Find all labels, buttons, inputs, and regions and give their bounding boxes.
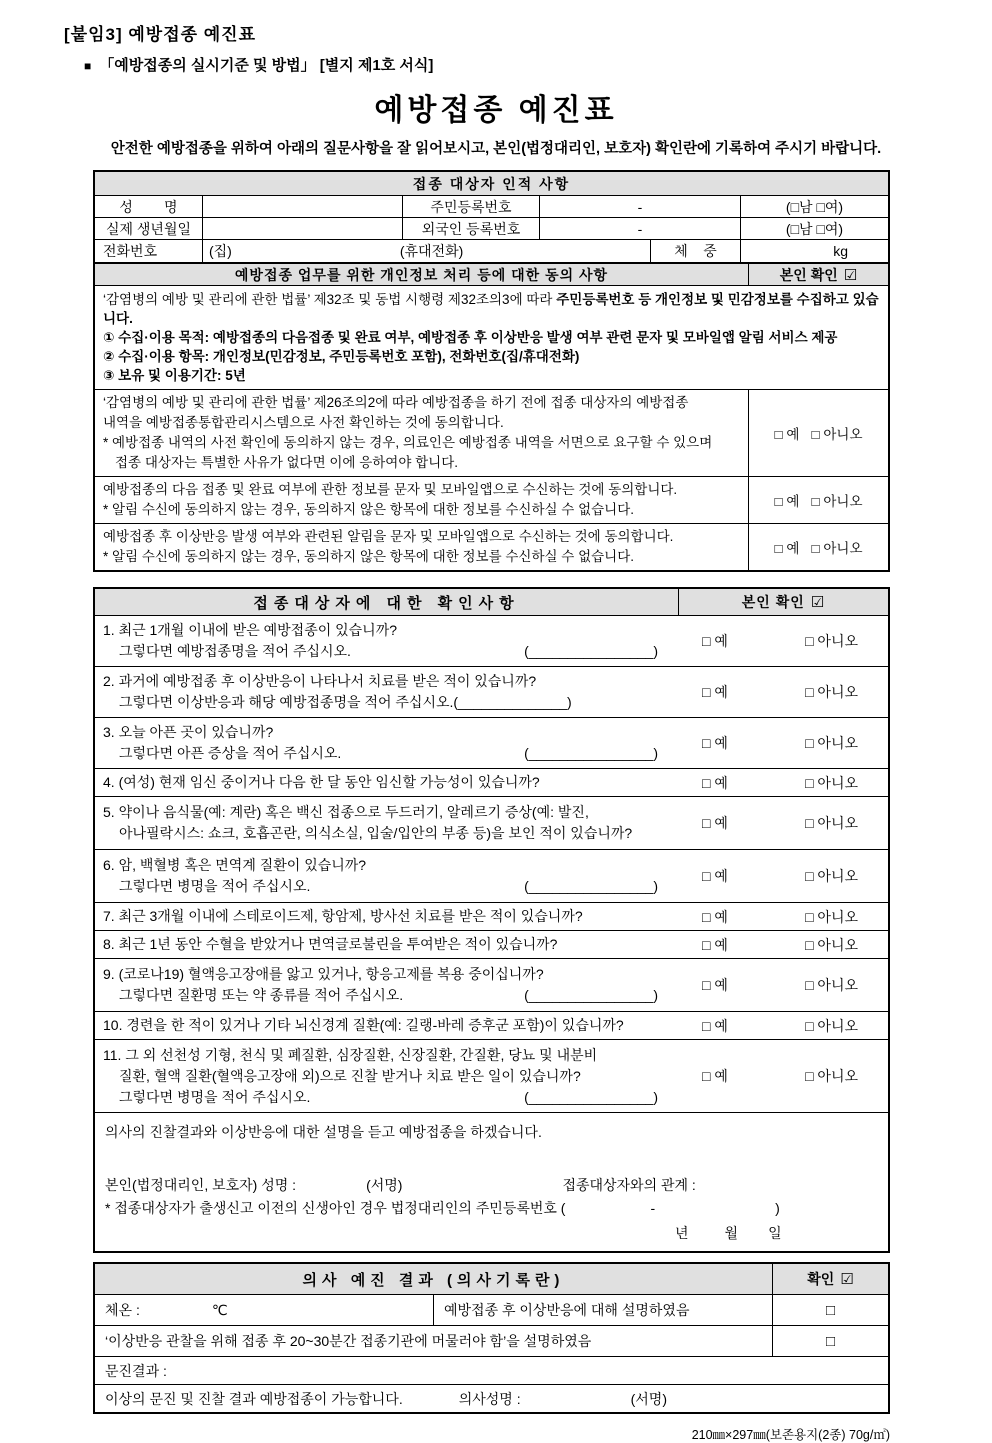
relation-label: 접종대상자와의 관계 : bbox=[562, 1177, 696, 1193]
consent-intro: ‘감염병의 예방 및 관리에 관한 법률’ 제32조 및 동법 시행령 제32조의3에 따라 주민등록번호 등 개인정보 및 민감정보를 수집하고 있습니다. bbox=[103, 292, 879, 326]
question-text: 10. 경련을 한 적이 있거나 기타 뇌신경계 질환(예: 길랭-바레 증후군 포함)이 있습니까? bbox=[103, 1017, 624, 1033]
yes-checkbox[interactable]: □ 예 bbox=[774, 494, 800, 509]
consent-yes-no bbox=[748, 477, 888, 523]
exam-result-cell[interactable] bbox=[95, 1357, 888, 1384]
questions-header: 접종대상자에 대한 확인사항 bbox=[95, 589, 678, 615]
consent-yes-no bbox=[748, 390, 888, 476]
yes-checkbox[interactable]: □ 예 bbox=[702, 868, 728, 884]
signature-sign-label[interactable]: (서명) bbox=[366, 1177, 403, 1193]
consent-confirm-header: 본인 확인 ☑ bbox=[748, 264, 888, 285]
question-yes-no bbox=[678, 797, 888, 849]
question-text: 4. (여성) 현재 임신 중이거나 다음 한 달 동안 임신할 가능성이 있습니까? bbox=[103, 774, 540, 790]
question-yes-no bbox=[678, 718, 888, 768]
question-yes-no bbox=[678, 1040, 888, 1112]
question-yes-no bbox=[678, 667, 888, 717]
newborn-paren-close: ) bbox=[775, 1200, 780, 1216]
foreign-id-label: 외국인 등록번호 bbox=[402, 218, 539, 239]
yes-checkbox[interactable]: □ 예 bbox=[702, 735, 728, 751]
date-month-label: 월 bbox=[724, 1225, 739, 1241]
signature-block bbox=[95, 1113, 888, 1251]
doctor-confirm-checkbox[interactable]: ☑ bbox=[840, 1271, 854, 1288]
question-text: 11. 그 외 선천성 기형, 천식 및 폐질환, 심장질환, 신장질환, 간질환, 당뇨 및 내분비 질환, 혈액 질환(혈액응고장애 외)으로 진찰 받거나 치료 받은 일이 있습니까? 그렇다면 병명을 적어 주십시오. (________________) bbox=[95, 1040, 678, 1112]
consent-item-3: ③ 보유 및 이용기간: 5년 bbox=[103, 368, 246, 383]
no-checkbox[interactable]: □ 아니오 bbox=[805, 815, 858, 831]
question-yes-no bbox=[678, 1012, 888, 1039]
question-text: 7. 최근 3개월 이내에 스테로이드제, 항암제, 방사선 치료를 받은 적이 있습니까? bbox=[103, 908, 583, 924]
yes-checkbox[interactable]: □ 예 bbox=[702, 977, 728, 993]
newborn-rrn-dash: - bbox=[650, 1200, 656, 1216]
question-yes-no bbox=[678, 903, 888, 930]
date-day-label: 일 bbox=[768, 1225, 782, 1241]
observe-note-label: ‘이상반응 관찰을 위해 접종 후 20~30분간 접종기관에 머물러야 함’을 설명하였음 bbox=[105, 1333, 592, 1349]
birth-input[interactable] bbox=[202, 218, 402, 239]
no-checkbox[interactable]: □ 아니오 bbox=[805, 684, 858, 700]
final-statement-cell bbox=[95, 1385, 888, 1412]
no-checkbox[interactable]: □ 아니오 bbox=[811, 494, 863, 509]
question-text: 9. (코로나19) 혈액응고장애를 앓고 있거나, 항응고제를 복용 중이십니까? 그렇다면 질환명 또는 약 종류를 적어 주십시오. (________________) bbox=[95, 959, 678, 1011]
no-checkbox[interactable]: □ 아니오 bbox=[805, 1068, 858, 1084]
consent-row-text: 예방접종 후 이상반응 발생 여부와 관련된 알림을 문자 및 모바일앱으로 수신하는 것에 동의합니다. * 알림 수신에 동의하지 않는 경우, 동의하지 않은 항목에 대한 정보를 수신하실 수 없습니다. bbox=[103, 529, 674, 564]
phone-mobile-label: (휴대전화) bbox=[399, 243, 464, 259]
phone-label: 전화번호 bbox=[103, 243, 158, 259]
question-text: 1. 최근 1개월 이내에 받은 예방접종이 있습니까? 그렇다면 예방접종명을 적어 주십시오. (________________) bbox=[95, 616, 678, 666]
yes-checkbox[interactable]: □ 예 bbox=[702, 774, 728, 791]
rrn-label: 주민등록번호 bbox=[402, 196, 539, 217]
explain-adverse-label: 예방접종 후 이상반응에 대해 설명하였음 bbox=[433, 1295, 772, 1325]
consent-info-block bbox=[95, 286, 888, 389]
question-yes-no bbox=[678, 931, 888, 958]
write-in-blank[interactable]: (________________) bbox=[524, 878, 658, 894]
signer-name-label: 본인(법정대리인, 보호자) 성명 : bbox=[105, 1177, 297, 1193]
gender-options-2[interactable]: (□남 □여) bbox=[740, 218, 888, 239]
date-year-label: 년 bbox=[675, 1225, 689, 1241]
self-confirm-checkbox[interactable]: ☑ bbox=[843, 266, 858, 284]
date-line[interactable] bbox=[105, 1223, 878, 1243]
question-text: 5. 약이나 음식물(예: 계란) 혹은 백신 접종으로 두드러기, 알레르기 증상(예: 발진, 아나필락시스: 쇼크, 호흡곤란, 의식소실, 입술/입안의 부종 등)을 보인 적이 있습니까? bbox=[103, 804, 633, 841]
square-bullet-icon: ■ bbox=[84, 59, 92, 73]
no-checkbox[interactable]: □ 아니오 bbox=[805, 774, 858, 791]
question-text: 6. 암, 백혈병 혹은 면역계 질환이 있습니까? 그렇다면 병명을 적어 주십시오. (________________) bbox=[95, 850, 678, 902]
doctor-sign-label[interactable]: (서명) bbox=[630, 1390, 667, 1407]
consent-yes-no bbox=[748, 524, 888, 570]
reference-line bbox=[84, 54, 992, 75]
consent-row-text: ‘감염병의 예방 및 관리에 관한 법률’ 제26조의2에 따라 예방접종을 하기 전에 접종 대상자의 예방접종 내역을 예방접종통합관리시스템으로 사전 확인하는 것에 동의합니다. * 예방접종 내역의 사전 확인에 동의하지 않는 경우, 의료인은 예방접종 내역을 서면으로 요구할 수 있으며 접종 대상자는 특별한 사유가 없다면 이에 응하여야 합니다. bbox=[103, 395, 713, 470]
paper-spec-footer: 210㎜×297㎜(보존용지(2종) 70g/㎡) bbox=[691, 1428, 890, 1442]
question-text: 8. 최근 1년 동안 수혈을 받았거나 면역글로불린을 투여받은 적이 있습니까? bbox=[103, 936, 558, 952]
write-in-blank[interactable]: (________________) bbox=[524, 1088, 658, 1105]
personal-consent-table bbox=[93, 170, 890, 572]
temperature-label: 체온 : bbox=[105, 1302, 140, 1318]
final-statement: 이상의 문진 및 진찰 결과 예방접종이 가능합니다. bbox=[105, 1390, 403, 1407]
rrn-input[interactable]: - bbox=[539, 196, 740, 217]
no-checkbox[interactable]: □ 아니오 bbox=[811, 541, 863, 556]
questions-confirm-header: 본인 확인 ☑ bbox=[678, 589, 888, 615]
doctor-name-label: 의사성명 : bbox=[458, 1390, 521, 1407]
birth-label: 실제 생년월일 bbox=[105, 220, 192, 237]
write-in-blank[interactable]: (______________) bbox=[453, 694, 572, 710]
phone-home-label: (집) bbox=[209, 243, 232, 259]
doctor-result-table bbox=[93, 1262, 890, 1414]
newborn-note: * 접종대상자가 출생신고 이전의 신생아인 경우 법정대리인의 주민등록번호 ( bbox=[105, 1200, 566, 1216]
name-label: 성 명 bbox=[119, 198, 178, 215]
doctor-confirm-header: 확인 ☑ bbox=[772, 1264, 888, 1294]
agreement-statement: 의사의 진찰결과와 이상반응에 대한 설명을 듣고 예방접종을 하겠습니다. bbox=[105, 1124, 542, 1140]
yes-checkbox[interactable]: □ 예 bbox=[702, 815, 728, 831]
exam-result-label: 문진결과 : bbox=[105, 1362, 167, 1379]
no-checkbox[interactable]: □ 아니오 bbox=[805, 633, 858, 649]
question-yes-no bbox=[678, 769, 888, 796]
consent-item-1: ① 수집·이용 목적: 예방접종의 다음접종 및 완료 여부, 예방접종 후 이상반응 발생 여부 관련 문자 및 모바일앱 알림 서비스 제공 bbox=[103, 330, 838, 345]
yes-checkbox[interactable]: □ 예 bbox=[702, 633, 728, 649]
observe-note-checkbox[interactable]: □ bbox=[772, 1326, 888, 1356]
foreign-id-input[interactable]: - bbox=[539, 218, 740, 239]
question-text: 2. 과거에 예방접종 후 이상반응이 나타나서 치료를 받은 적이 있습니까? 그렇다면 이상반응과 해당 예방접종명을 적어 주십시오. (______________) bbox=[95, 667, 678, 717]
questions-table bbox=[93, 587, 890, 1253]
form-title: 예방접종 예진표 bbox=[374, 94, 618, 127]
temperature-cell[interactable] bbox=[95, 1295, 433, 1325]
yes-checkbox[interactable]: □ 예 bbox=[702, 1068, 728, 1084]
yes-checkbox[interactable]: □ 예 bbox=[702, 936, 728, 953]
yes-checkbox[interactable]: □ 예 bbox=[702, 1017, 728, 1034]
personal-info-header: 접종 대상자 인적 사항 bbox=[95, 172, 888, 195]
write-in-blank[interactable]: (________________) bbox=[524, 987, 658, 1003]
consent-header: 예방접종 업무를 위한 개인정보 처리 등에 대한 동의 사항 bbox=[95, 264, 748, 285]
write-in-blank[interactable]: (________________) bbox=[524, 745, 658, 761]
weight-label: 체 중 bbox=[650, 240, 740, 262]
form-subtitle: 안전한 예방접종을 위하여 아래의 질문사항을 잘 읽어보시고, 본인(법정대리인, 보호자) 확인란에 기록하여 주시기 바랍니다. bbox=[110, 141, 882, 157]
doctor-header: 의사 예진 결과 (의사기록란) bbox=[95, 1264, 772, 1294]
phone-input[interactable] bbox=[202, 240, 650, 262]
question-yes-no bbox=[678, 959, 888, 1011]
gender-options[interactable]: (□남 □여) bbox=[740, 196, 888, 217]
no-checkbox[interactable]: □ 아니오 bbox=[805, 1017, 858, 1034]
consent-row-text: 예방접종의 다음 접종 및 완료 여부에 관한 정보를 문자 및 모바일앱으로 수신하는 것에 동의합니다. * 알림 수신에 동의하지 않는 경우, 동의하지 않은 항목에 대한 정보를 수신하실 수 없습니다. bbox=[103, 482, 678, 517]
no-checkbox[interactable]: □ 아니오 bbox=[805, 868, 858, 884]
name-input[interactable] bbox=[202, 196, 402, 217]
no-checkbox[interactable]: □ 아니오 bbox=[805, 977, 858, 993]
no-checkbox[interactable]: □ 아니오 bbox=[805, 735, 858, 751]
weight-input[interactable]: kg bbox=[740, 240, 888, 262]
attachment-label: [붙임3] 예방접종 예진표 bbox=[64, 25, 257, 44]
yes-checkbox[interactable]: □ 예 bbox=[774, 541, 800, 556]
explain-adverse-checkbox[interactable]: □ bbox=[772, 1295, 888, 1325]
temperature-unit: ℃ bbox=[211, 1301, 228, 1318]
reference-text: 「예방접종의 실시기준 및 방법」 [별지 제1호 서식] bbox=[99, 57, 434, 74]
write-in-blank[interactable]: (________________) bbox=[524, 643, 658, 659]
self-confirm-checkbox[interactable]: ☑ bbox=[810, 594, 826, 611]
no-checkbox[interactable]: □ 아니오 bbox=[811, 427, 863, 442]
consent-item-2: ② 수집·이용 항목: 개인정보(민감정보, 주민등록번호 포함), 전화번호(집/휴대전화) bbox=[103, 349, 580, 364]
question-text: 3. 오늘 아픈 곳이 있습니까? 그렇다면 아픈 증상을 적어 주십시오. (________________) bbox=[95, 718, 678, 768]
no-checkbox[interactable]: □ 아니오 bbox=[805, 908, 858, 925]
question-yes-no bbox=[678, 616, 888, 666]
yes-checkbox[interactable]: □ 예 bbox=[702, 684, 728, 700]
no-checkbox[interactable]: □ 아니오 bbox=[805, 936, 858, 953]
yes-checkbox[interactable]: □ 예 bbox=[702, 908, 728, 925]
yes-checkbox[interactable]: □ 예 bbox=[774, 427, 800, 442]
question-yes-no bbox=[678, 850, 888, 902]
